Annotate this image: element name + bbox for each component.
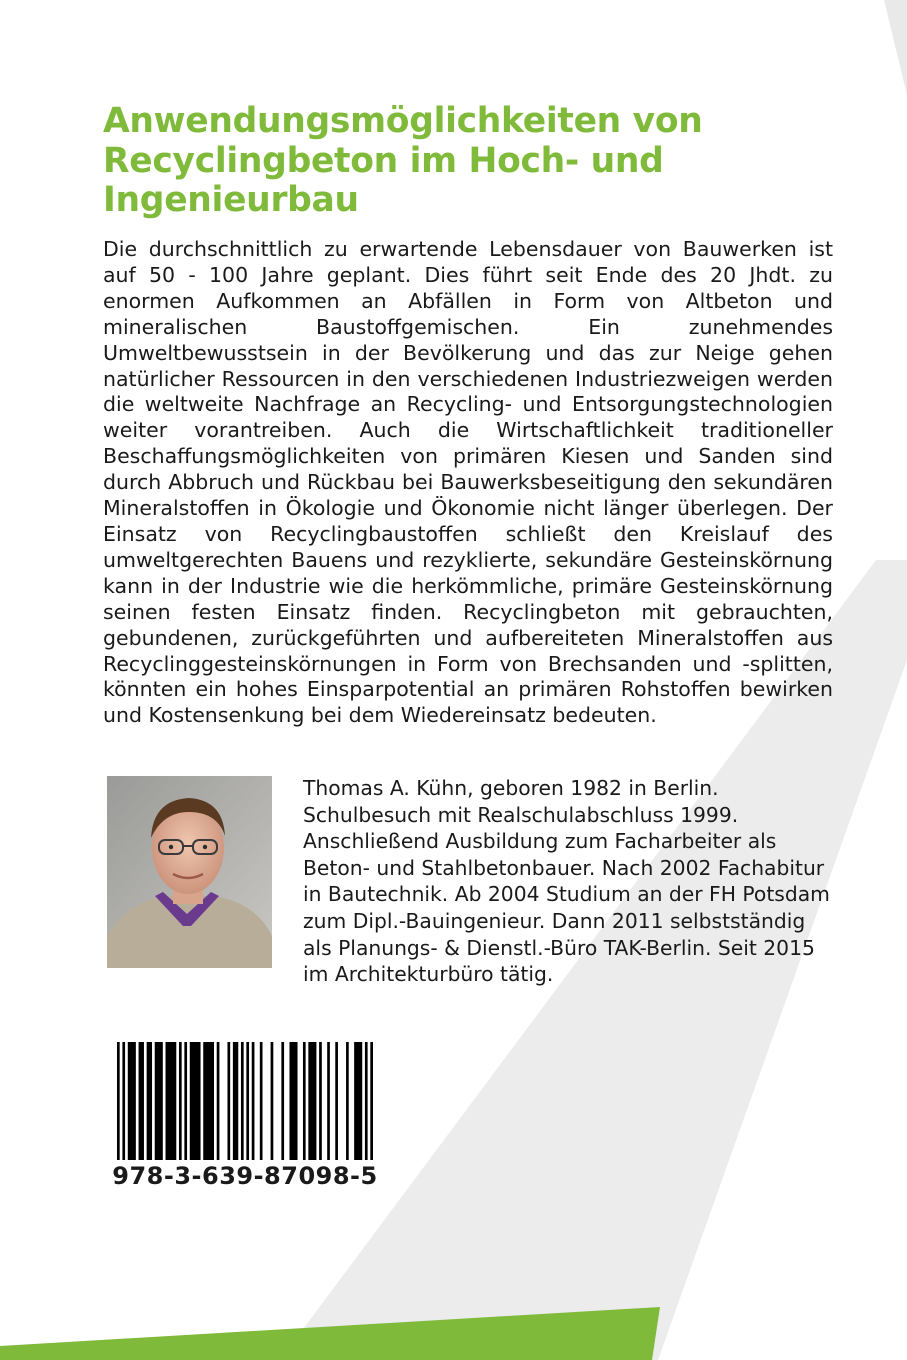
barcode-bar — [252, 1042, 255, 1160]
book-title — [103, 102, 823, 221]
barcode-bar — [233, 1042, 238, 1160]
barcode-bar — [241, 1042, 244, 1160]
barcode-bar — [166, 1042, 177, 1160]
isbn-barcode — [107, 1030, 383, 1220]
title-line: Recyclingbeton im Hoch- und — [103, 140, 664, 181]
barcode-bar — [184, 1042, 187, 1160]
title-line: Ingenieurbau — [103, 180, 359, 220]
barcode-bar — [319, 1042, 322, 1160]
bio-line: in Bautechnik. Ab 2004 Studium an der FH Potsdam — [303, 882, 830, 907]
barcode-bar — [117, 1042, 120, 1160]
barcode-bar — [260, 1042, 263, 1160]
barcode-bar — [346, 1042, 349, 1160]
barcode-bar — [128, 1042, 136, 1160]
isbn-number: 978-3-639-87098-5 — [112, 1162, 378, 1190]
barcode-bar — [179, 1042, 182, 1160]
barcode-bar — [203, 1042, 214, 1160]
barcode-bars — [117, 1042, 373, 1160]
bio-line: im Architekturbüro tätig. — [303, 962, 554, 987]
barcode-bar — [155, 1042, 163, 1160]
barcode-bar — [370, 1042, 373, 1160]
author-photo — [107, 776, 272, 968]
barcode-bar — [190, 1042, 201, 1160]
barcode-bar — [147, 1042, 152, 1160]
bio-line: Schulbesuch mit Realschulabschluss 1999. — [303, 802, 739, 827]
barcode-bar — [289, 1042, 297, 1160]
title-line: Anwendungsmöglichkeiten von — [103, 101, 703, 141]
book-description: Die durchschnittlich zu erwartende Lebensdauer von Bauwerken ist auf 50 - 100 Jahre geplant. Dies führt seit Ende des 20 Jhdt. zu enormen Aufkommen an Abfällen in Form von Altbeton und mineralischen Baustoffgemischen. Ein zunehmendes Umweltbewusstsein in der Bevölkerung und das zur Neige gehen natürlicher Ressourcen in den verschiedenen Industriezweigen werden die weltweite Nachfrage an Recycling- und Entsorgungstechnologien weiter vorantreiben. Auch die Wirtschaftlichkeit traditioneller Beschaffungsmöglichkeiten von primären Kiesen und Sanden sind durch Abbruch und Rückbau bei Bauwerksbeseitigung den sekundären Mineralstoffen in Ökologie und Ökonomie nicht länger überlegen. Der Einsatz von Recyclingbaustoffen schließt den Kreislauf des umweltgerechten Bauens und rezyklierte, sekundäre Gesteinskörnung kann in der Industrie wie die herkömmliche, primäre Gesteinskörnung seinen festen Einsatz finden. Recyclingbeton mit gebrauchten, gebundenen, zurückgeführten und aufbereiteten Mineralstoffen aus Recyclinggesteinskörnungen in Form von Brechsanden und -splitten, könnten ein hohes Einsparpotential an primären Rohstoffen bewirken und Kostensenkung bei dem Wiedereinsatz bedeuten. — [103, 237, 833, 728]
bio-line: Beton- und Stahlbetonbauer. Nach 2002 Fachabitur — [303, 855, 825, 880]
bio-line: als Planungs- & Dienstl.-Büro TAK-Berlin. Seit 2015 — [303, 935, 815, 960]
barcode-bar — [335, 1042, 338, 1160]
barcode-bar — [122, 1042, 125, 1160]
bio-line: zum Dipl.-Bauingenieur. Dann 2011 selbstständig — [303, 908, 806, 933]
barcode-bar — [354, 1042, 362, 1160]
author-bio — [303, 775, 843, 988]
bio-line: Anschließend Ausbildung zum Facharbeiter als — [303, 829, 777, 854]
barcode-bar — [217, 1042, 220, 1160]
barcode-bar — [227, 1042, 230, 1160]
barcode-bar — [365, 1042, 368, 1160]
barcode-bar — [281, 1042, 284, 1160]
barcode-bar — [271, 1042, 274, 1160]
barcode-bar — [303, 1042, 306, 1160]
bio-line: Thomas A. Kühn, geboren 1982 in Berlin. — [303, 776, 719, 800]
barcode-bar — [308, 1042, 316, 1160]
barcode-bar — [246, 1042, 249, 1160]
barcode-bar — [327, 1042, 330, 1160]
barcode-bar — [139, 1042, 144, 1160]
